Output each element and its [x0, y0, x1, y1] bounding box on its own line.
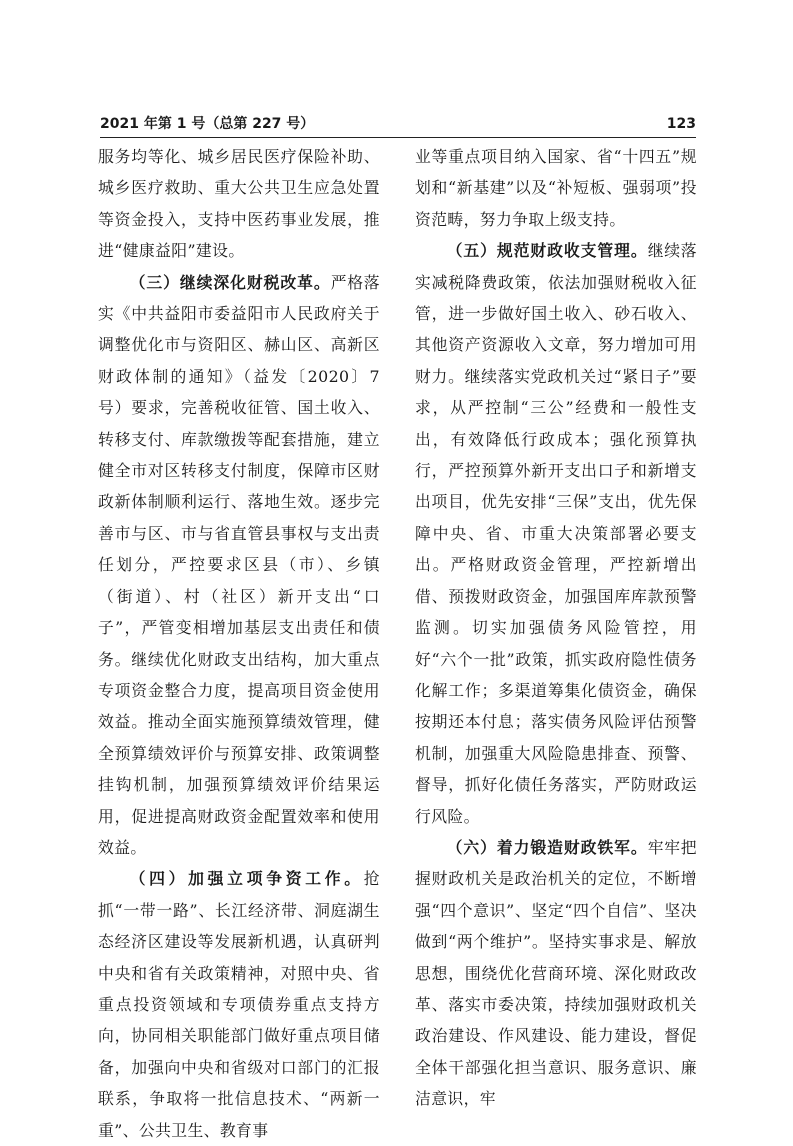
- right-column: [415, 141, 697, 1115]
- paragraph: [98, 863, 380, 1146]
- page-number: 123: [666, 116, 696, 132]
- paragraph-body: 继续落实减税降费政策，依法加强财税收入征管，进一步做好国土收入、砂石收入、其他资产资源收入文章，努力增加可用财力。继续落实党政机关过“紧日子”要求，从严控制“三公”经费和一般性支出，有效降低行政成本；强化预算执行，严控预算外新开支出口子和新增支出项目，优先安排“三保”支出，优先保障中央、省、市重大决策部署必要支出。严格财政资金管理，严控新增出借、预拨财政资金，加强国库库款预警监测。切实加强债务风险管控，用好“六个一批”政策，抓实政府隐性债务化解工作；多渠道筹集化债资金，确保按期还本付息；落实债务风险评估预警机制，加强重大风险隐患排查、预警、督导，抓好化债任务落实，严防财政运行风险。: [415, 241, 697, 826]
- left-column: [98, 141, 380, 1146]
- running-header: [100, 114, 696, 136]
- paragraph: [415, 235, 697, 832]
- issue-label: 2021 年第 1 号（总第 227 号）: [100, 116, 315, 132]
- section-heading: （三）继续深化财税改革。: [129, 272, 331, 292]
- paragraph: [415, 832, 697, 1115]
- paragraph-body: 抢抓“一带一路”、长江经济带、洞庭湖生态经济区建设等发展新机遇，认真研判中央和省有关政策精神，对照中央、省重点投资领域和专项债券重点支持方向，协同相关职能部门做好重点项目储备，加强向中央和省级对口部门的汇报联系，争取将一批信息技术、“两新一重”、公共卫生、教育事: [98, 869, 380, 1140]
- paragraph-body: 牢牢把握财政机关是政治机关的定位，不断增强“四个意识”、坚定“四个自信”、坚决做到“两个维护”。坚持实事求是、解放思想，围绕优化营商环境、深化财政改革、落实市委决策，持续加强财政机关政治建设、作风建设、能力建设，督促全体干部强化担当意识、服务意识、廉洁意识，牢: [415, 837, 697, 1109]
- paragraph: [98, 267, 380, 864]
- section-heading: （六）着力锻造财政铁军。: [446, 837, 648, 857]
- paragraph-body: 严格落实《中共益阳市委益阳市人民政府关于调整优化市与资阳区、赫山区、高新区财政体制的通知》（益发〔2020〕7 号）要求，完善税收征管、国土收入、转移支付、库款缴拨等配套措施，建立健全市对区转移支付制度，保障市区财政新体制顺利运行、落地生效。逐步完善市与区、市与省直管县事权与支出责任划分，严控要求区县（市）、乡镇（街道）、村（社区）新开支出“口子”，严管变相增加基层支出责任和债务。继续优化财政支出结构，加大重点专项资金整合力度，提高项目资金使用效益。推动全面实施预算绩效管理，健全预算绩效评价与预算安排、政策调整挂钩机制，加强预算绩效评价结果运用，促进提高财政资金配置效率和使用效益。: [98, 272, 380, 857]
- paragraph: 服务均等化、城乡居民医疗保险补助、城乡医疗救助、重大公共卫生应急处置等资金投入，支持中医药事业发展，推进“健康益阳”建设。: [98, 147, 380, 261]
- section-heading: （四）加强立项争资工作。: [129, 869, 364, 889]
- paragraph: 业等重点项目纳入国家、省“十四五”规划和“新基建”以及“补短板、强弱项”投资范畴，努力争取上级支持。: [415, 147, 697, 229]
- header-rule: [100, 137, 696, 138]
- section-heading: （五）规范财政收支管理。: [446, 241, 648, 261]
